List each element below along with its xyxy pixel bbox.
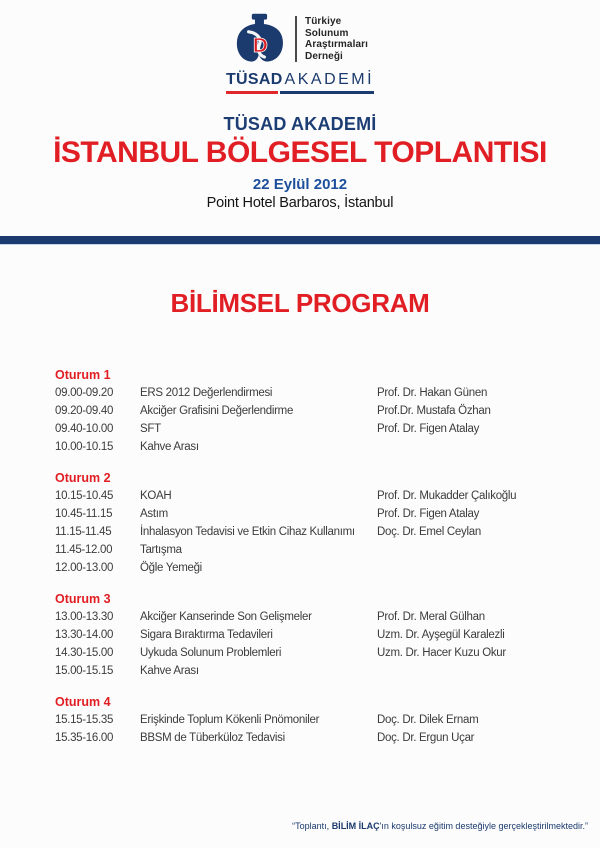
program-session <box>55 693 585 747</box>
sponsor-name: BİLİM İLAÇ <box>331 821 380 831</box>
program-sessions <box>55 366 585 760</box>
program-row <box>55 541 585 559</box>
session-topic: Astım <box>140 508 168 520</box>
program-row <box>55 608 585 626</box>
program-row <box>55 662 585 680</box>
session-speaker: Prof. Dr. Hakan Günen <box>377 387 488 399</box>
logo-monogram: D <box>252 34 268 58</box>
program-row <box>55 384 585 402</box>
session-time: 11.15-11.45 <box>55 526 112 538</box>
program-row <box>55 626 585 644</box>
header-divider-bar <box>0 236 600 245</box>
program-row <box>55 402 585 420</box>
session-speaker: Doç. Dr. Dilek Ernam <box>377 714 479 726</box>
session-topic: KOAH <box>140 490 172 502</box>
session-topic: Uykuda Solunum Problemleri <box>140 647 282 659</box>
program-row <box>55 505 585 523</box>
brand-underline <box>226 91 374 94</box>
brand-underline-blue <box>280 91 374 94</box>
session-topic: SFT <box>140 423 161 435</box>
session-topic: Kahve Arası <box>140 665 199 677</box>
session-time: 10.15-10.45 <box>55 490 114 502</box>
session-speaker: Doç. Dr. Ergun Uçar <box>377 732 475 744</box>
program-row <box>55 559 585 577</box>
org-name <box>295 16 368 62</box>
session-time: 10.00-10.15 <box>55 441 114 453</box>
brand-akademi: AKADEMİ <box>284 71 375 88</box>
session-topic: BBSM de Tüberküloz Tedavisi <box>140 732 285 744</box>
org-name-line: Derneği <box>305 50 343 62</box>
session-time: 14.30-15.00 <box>55 647 114 659</box>
session-speaker: Uzm. Dr. Hacer Kuzu Okur <box>377 647 506 659</box>
session-topic: ERS 2012 Değerlendirmesi <box>140 387 273 399</box>
event-venue: Point Hotel Barbaros, İstanbul <box>206 195 394 211</box>
session-time: 13.30-14.00 <box>55 629 114 641</box>
session-topic: İnhalasyon Tedavisi ve Etkin Cihaz Kullanımı <box>140 526 355 538</box>
program-session <box>55 469 585 577</box>
session-speaker <box>377 541 585 559</box>
session-time: 09.40-10.00 <box>55 423 114 435</box>
program-session <box>55 366 585 456</box>
sponsor-note <box>292 821 588 831</box>
program-session <box>55 590 585 680</box>
session-speaker: Uzm. Dr. Ayşegül Karalezli <box>377 629 505 641</box>
session-topic: Akciğer Kanserinde Son Gelişmeler <box>140 611 312 623</box>
session-title: Oturum 1 <box>55 368 111 382</box>
session-time: 11.45-12.00 <box>55 544 113 556</box>
session-speaker: Doç. Dr. Emel Ceylan <box>377 526 481 538</box>
sponsor-note-suffix: 'ın koşulsuz eğitim desteğiyle gerçekleştirilmektedir.” <box>379 821 588 831</box>
session-time: 15.15-15.35 <box>55 714 114 726</box>
session-time: 10.45-11.15 <box>55 508 113 520</box>
session-time: 09.20-09.40 <box>55 405 114 417</box>
org-name-line: Solunum <box>305 27 349 39</box>
program-heading: BİLİMSEL PROGRAM <box>170 288 430 318</box>
session-time: 15.35-16.00 <box>55 732 114 744</box>
session-speaker <box>377 438 585 456</box>
program-row <box>55 729 585 747</box>
lungs-logo-icon <box>232 13 286 65</box>
session-speaker <box>377 559 585 577</box>
session-speaker: Prof. Dr. Meral Gülhan <box>377 611 485 623</box>
session-topic: Kahve Arası <box>140 441 199 453</box>
sponsor-note-prefix: “Toplantı, <box>292 821 332 831</box>
program-row <box>55 420 585 438</box>
session-topic: Öğle Yemeği <box>140 562 202 574</box>
session-title: Oturum 3 <box>55 592 111 606</box>
session-time: 13.00-13.30 <box>55 611 114 623</box>
event-date: 22 Eylül 2012 <box>252 176 348 193</box>
session-title: Oturum 4 <box>55 695 111 709</box>
session-topic: Erişkinde Toplum Kökenli Pnömoniler <box>140 714 320 726</box>
org-logo <box>0 13 600 65</box>
program-row <box>55 644 585 662</box>
session-title: Oturum 2 <box>55 471 111 485</box>
session-speaker: Prof. Dr. Figen Atalay <box>377 508 480 520</box>
session-topic: Tartışma <box>140 544 182 556</box>
event-title: İSTANBUL BÖLGESEL TOPLANTISI <box>53 136 547 169</box>
brand-tusad: TÜSAD <box>225 71 283 88</box>
session-topic: Akciğer Grafisini Değerlendirme <box>140 405 294 417</box>
session-speaker <box>377 662 585 680</box>
program-row <box>55 523 585 541</box>
brand-underline-red <box>226 91 278 94</box>
session-time: 12.00-13.00 <box>55 562 114 574</box>
session-speaker: Prof.Dr. Mustafa Özhan <box>377 405 491 417</box>
session-speaker: Prof. Dr. Figen Atalay <box>377 423 480 435</box>
session-time: 15.00-15.15 <box>55 665 114 677</box>
program-row <box>55 487 585 505</box>
org-name-line: Araştırmaları <box>305 39 368 50</box>
session-speaker: Prof. Dr. Mukadder Çalıkoğlu <box>377 490 517 502</box>
program-row <box>55 438 585 456</box>
program-row <box>55 711 585 729</box>
session-time: 09.00-09.20 <box>55 387 114 399</box>
brand-logotype <box>0 71 600 99</box>
event-title-block <box>0 114 600 211</box>
org-name-line: Türkiye <box>305 16 342 27</box>
session-topic: Sigara Bıraktırma Tedavileri <box>140 629 273 641</box>
event-pretitle: TÜSAD AKADEMİ <box>223 114 377 134</box>
